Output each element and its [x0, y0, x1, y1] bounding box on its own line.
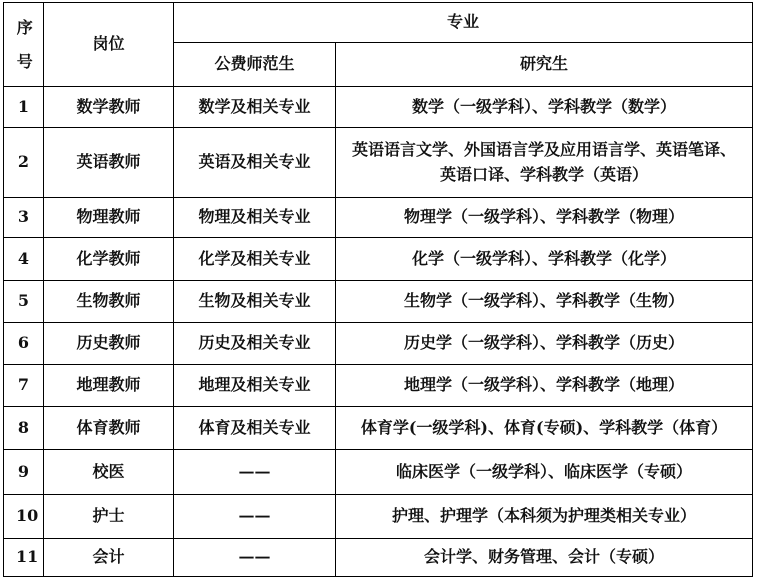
cell-serial: 10: [4, 495, 44, 539]
cell-position: 护士: [44, 495, 174, 539]
recruitment-majors-table: [3, 2, 753, 577]
header-cell-major: 专业: [174, 3, 753, 43]
cell-serial: 1: [4, 87, 44, 128]
cell-serial: 4: [4, 238, 44, 281]
cell-position: 会计: [44, 539, 174, 577]
header-cell-position: 岗位: [44, 3, 174, 87]
cell-grad: 地理学（一级学科）、学科教学（地理）: [336, 365, 753, 407]
table-row: [4, 323, 753, 365]
cell-gongfei: 地理及相关专业: [174, 365, 336, 407]
cell-position: 化学教师: [44, 238, 174, 281]
header-cell-gongfei: 公费师范生: [174, 43, 336, 87]
table-row: [4, 87, 753, 128]
table-row: [4, 539, 753, 577]
cell-gongfei: 生物及相关专业: [174, 281, 336, 323]
cell-serial: 11: [4, 539, 44, 577]
cell-grad: 会计学、财务管理、会计（专硕）: [336, 539, 753, 577]
table-row: [4, 365, 753, 407]
cell-serial: 5: [4, 281, 44, 323]
cell-position: 体育教师: [44, 407, 174, 450]
table-row: [4, 128, 753, 198]
cell-gongfei: 历史及相关专业: [174, 323, 336, 365]
cell-serial: 3: [4, 198, 44, 238]
header-serial-label: 序号: [16, 17, 33, 71]
cell-gongfei: 体育及相关专业: [174, 407, 336, 450]
cell-gongfei: 物理及相关专业: [174, 198, 336, 238]
cell-grad: 化学（一级学科）、学科教学（化学）: [336, 238, 753, 281]
cell-position: 数学教师: [44, 87, 174, 128]
cell-grad: 护理、护理学（本科须为护理类相关专业）: [336, 495, 753, 539]
cell-serial: 2: [4, 128, 44, 198]
cell-grad: 历史学（一级学科）、学科教学（历史）: [336, 323, 753, 365]
cell-grad: 生物学（一级学科）、学科教学（生物）: [336, 281, 753, 323]
cell-gongfei: ——: [174, 495, 336, 539]
table-header: [4, 3, 753, 87]
cell-gongfei: ——: [174, 450, 336, 495]
cell-position: 物理教师: [44, 198, 174, 238]
cell-gongfei: 英语及相关专业: [174, 128, 336, 198]
header-cell-grad: 研究生: [336, 43, 753, 87]
cell-grad: 体育学(一级学科)、体育(专硕)、学科教学（体育）: [336, 407, 753, 450]
table-row: [4, 450, 753, 495]
cell-grad: 临床医学（一级学科）、临床医学（专硕）: [336, 450, 753, 495]
table-row: [4, 407, 753, 450]
cell-gongfei: 数学及相关专业: [174, 87, 336, 128]
cell-serial: 8: [4, 407, 44, 450]
cell-position: 英语教师: [44, 128, 174, 198]
cell-position: 历史教师: [44, 323, 174, 365]
cell-gongfei: ——: [174, 539, 336, 577]
cell-serial: 9: [4, 450, 44, 495]
header-cell-serial: [4, 3, 44, 87]
table-row: [4, 281, 753, 323]
cell-serial: 7: [4, 365, 44, 407]
table-body: [4, 87, 753, 577]
cell-position: 生物教师: [44, 281, 174, 323]
header-row-top: [4, 3, 753, 43]
table-row: [4, 495, 753, 539]
cell-grad: 物理学（一级学科）、学科教学（物理）: [336, 198, 753, 238]
table-row: [4, 238, 753, 281]
cell-grad: 数学（一级学科）、学科教学（数学）: [336, 87, 753, 128]
table-row: [4, 198, 753, 238]
cell-serial: 6: [4, 323, 44, 365]
cell-gongfei: 化学及相关专业: [174, 238, 336, 281]
cell-grad: 英语语言文学、外国语言学及应用语言学、英语笔译、英语口译、学科教学（英语）: [336, 128, 753, 198]
cell-position: 地理教师: [44, 365, 174, 407]
cell-position: 校医: [44, 450, 174, 495]
